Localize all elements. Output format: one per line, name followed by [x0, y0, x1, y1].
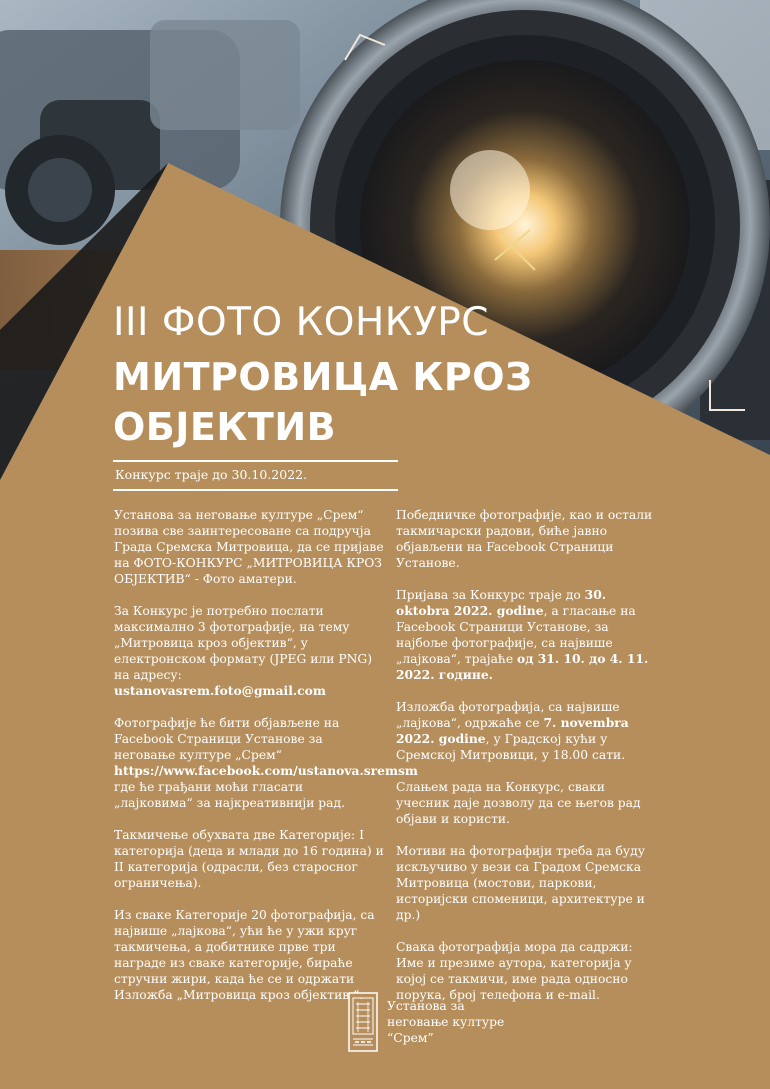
facebook-text: Фотографије ће бити објављене на Facebook Страници Установе за неговање културе „Срем“: [114, 716, 340, 762]
title-line-2: МИТРОВИЦА КРОЗ: [113, 355, 533, 399]
registration-deadline: 30. oktobra 2022. godine: [396, 587, 607, 618]
right-column: [396, 507, 656, 1019]
exhibition-paragraph: [396, 699, 656, 763]
exhibition-text-c: , у Градској кући у Сремској Митровици, у 18.00 сати.: [396, 732, 626, 762]
org-line-3: “Срем”: [387, 1031, 434, 1045]
selection-paragraph: Из сваке Категорије 20 фотографија, са највише „лајкова“, ући ће у ужи круг такмичења, а добитнике прве три награде из сваке категорије, бираће стручни жири, када ће се и одржати Изложба „Митровица кроз објектив “.: [114, 908, 375, 1002]
organization-name: [387, 998, 504, 1046]
contest-name-title: [113, 352, 613, 452]
divider-bottom: [113, 489, 398, 491]
submission-paragraph: [114, 603, 384, 699]
divider-top: [113, 460, 398, 462]
registration-text-a: Пријава за Конкурс траје до: [396, 588, 585, 602]
exhibition-text-a: Изложба фотографија, са највише „лајкова“, одржаће се: [396, 700, 620, 730]
org-line-1: Установа за: [387, 999, 465, 1013]
registration-paragraph: [396, 587, 656, 683]
title-line-3: ОБЈЕКТИВ: [113, 405, 337, 449]
facebook-link[interactable]: https://www.facebook.com/ustanova.sremsm: [114, 763, 418, 778]
publication-paragraph: Победничке фотографије, као и остали такмичарски радови, биће јавно објављени на Facebook Страници Установе.: [396, 508, 653, 570]
intro-paragraph: Установа за неговање културе „Срем“ позива све заинтересоване са подручја Града Сремска Митровица, да се пријаве на ФОТО-КОНКУРС „МИТРОВИЦА КРОЗ ОБЈЕКТИВ“ - Фото аматери.: [114, 508, 384, 586]
org-line-2: неговање културе: [387, 1015, 505, 1029]
facebook-tail: где ће грађани моћи гласати „лајковима“ за најкреативнији рад.: [114, 780, 345, 810]
srem-institution-logo-icon: [348, 992, 378, 1052]
deadline-text: Конкурс траје до 30.10.2022.: [115, 467, 308, 482]
submission-text: За Конкурс је потребно послати максимално 3 фотографије, на тему „Митровица кроз објектив“, у електронском формату (JPEG или PNG) на адресу:: [114, 604, 372, 682]
motifs-paragraph: Мотиви на фотографији треба да буду искључиво у вези са Градом Сремска Митровица (мостови, паркови, историјски споменици, архитектуре и др.): [396, 844, 645, 922]
requirements-paragraph: Свака фотографија мора да садржи: Име и презиме аутора, категорија у којој се такмичи, име рада односно порука, број телефона и e-mail.: [396, 940, 633, 1002]
voting-period: од 31. 10. до 4. 11. 2022. године.: [396, 651, 649, 682]
registration-text-c: , а гласање на Facebook Страници Установе, за најбоље фотографије, са највише „лајкова“, трајаће: [396, 604, 636, 666]
exhibition-date: 7. novembra 2022. godine: [396, 715, 629, 746]
left-column: [114, 507, 418, 1019]
facebook-paragraph: [114, 715, 418, 811]
contest-number-title: III ФОТО КОНКУРС: [113, 300, 490, 345]
consent-paragraph: Слањем рада на Конкурс, сваки учесник даје дозволу да се његов рад објави и користи.: [396, 780, 641, 826]
categories-paragraph: Такмичење обухвата две Категорије: I категорија (деца и млади до 16 година) и II категорија (одрасли, без старосног ограничења).: [114, 828, 384, 890]
submission-email-link[interactable]: ustanovasrem.foto@gmail.com: [114, 683, 326, 698]
